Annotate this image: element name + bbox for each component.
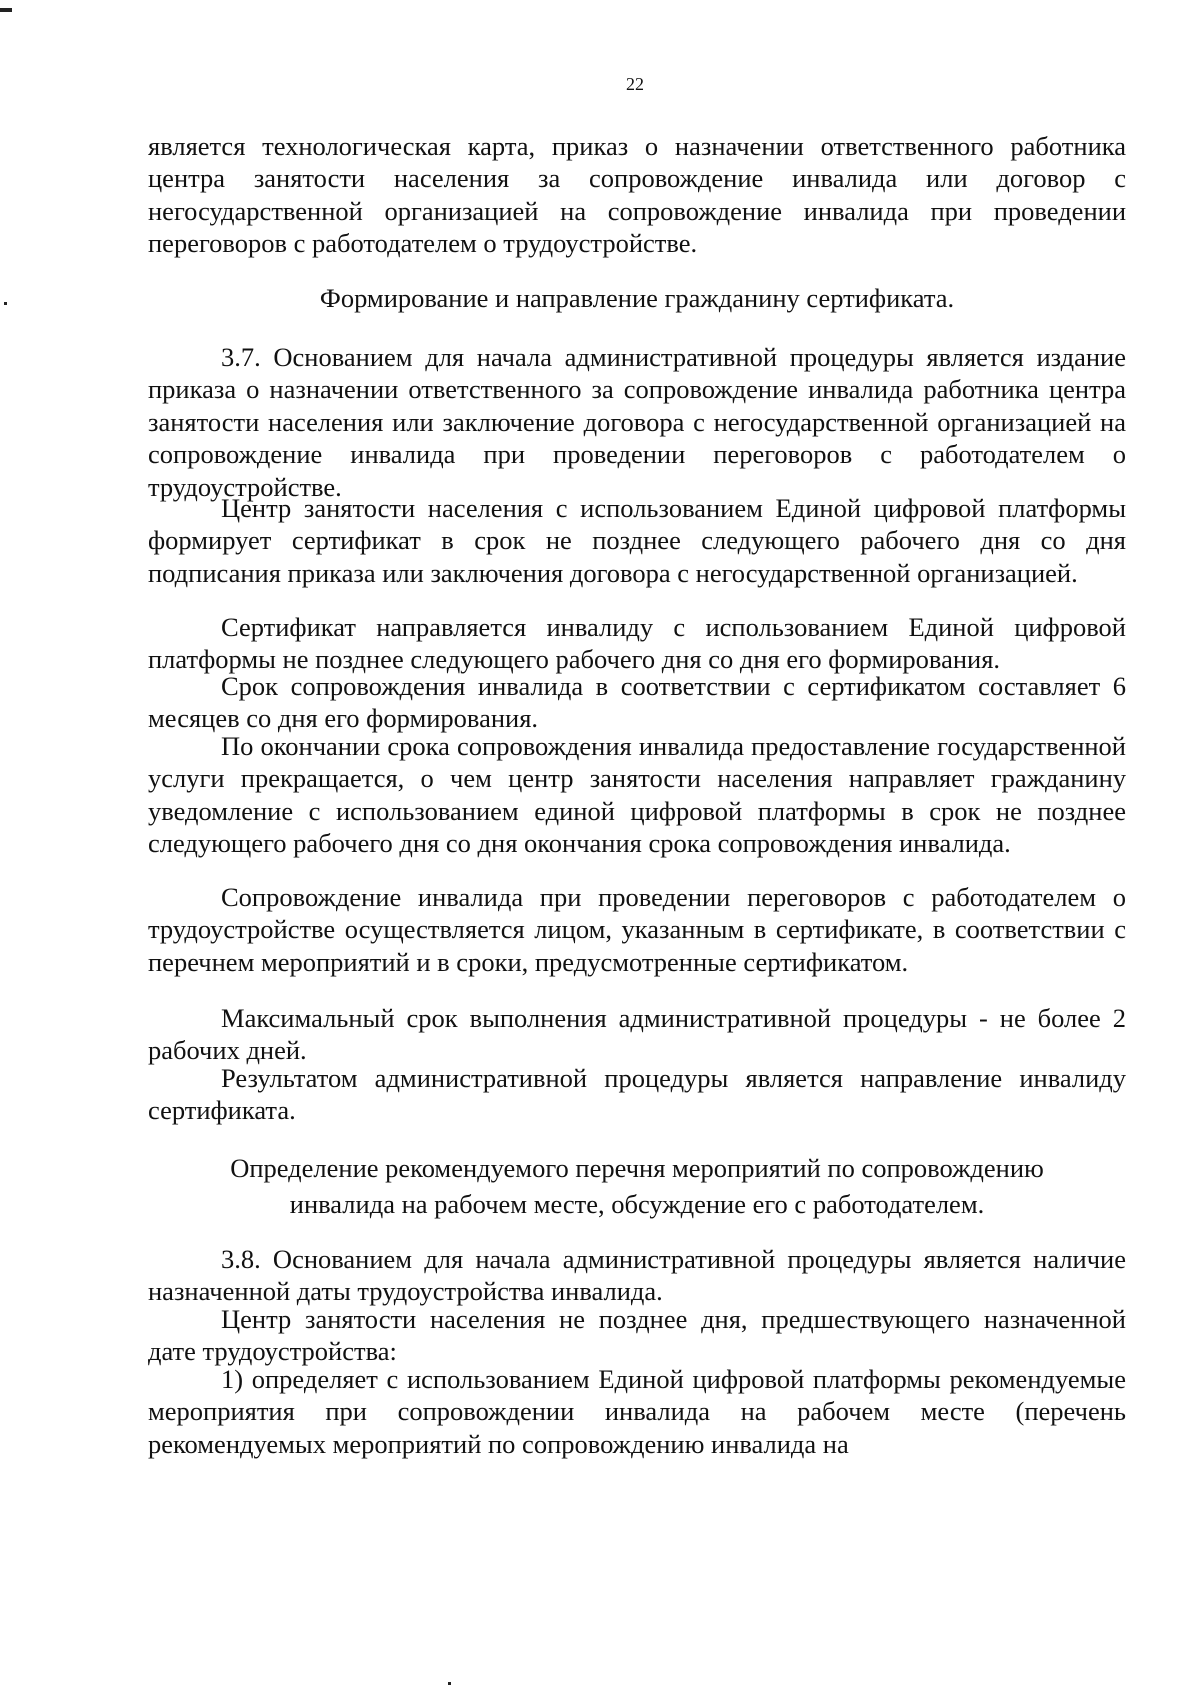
section-heading-measures-line-2: инвалида на рабочем месте, обсуждение его с работодателем.: [289, 1189, 985, 1219]
scan-mark-bottom: [448, 1682, 451, 1685]
paragraph-center-forms-certificate: Центр занятости населения с использованием Единой цифровой платформы формирует сертификат в срок не позднее следующего рабочего дня со дня подписания приказа или заключения договора с негосударственной организацией.: [148, 493, 1126, 588]
scan-mark-middle: [4, 302, 7, 305]
paragraph-item-1: 1) определяет с использованием Единой цифровой платформы рекомендуемые мероприятия при сопровождении инвалида на рабочем месте (перечень рекомендуемых мероприятий по сопровождению инвалида на: [148, 1364, 1126, 1459]
section-heading-measures-line-1: Определение рекомендуемого перечня мероприятий по сопровождению: [230, 1153, 1044, 1183]
section-heading-measures: [148, 1150, 1126, 1222]
page-number: 22: [626, 74, 644, 94]
scan-mark-top: [0, 8, 12, 12]
paragraph-result: Результатом административной процедуры является направление инвалиду сертификата.: [148, 1063, 1126, 1126]
paragraph-max-duration: Максимальный срок выполнения административной процедуры - не более 2 рабочих дней.: [148, 1003, 1126, 1066]
paragraph-support-negotiations: Сопровождение инвалида при проведении переговоров с работодателем о трудоустройстве осуществляется лицом, указанным в сертификате, в соответствии с перечнем мероприятий и в сроки, предусмотренные сертификатом.: [148, 882, 1126, 977]
paragraph-3-8: 3.8. Основанием для начала административной процедуры является наличие назначенной даты трудоустройства инвалида.: [148, 1244, 1126, 1307]
paragraph-before-employment-date: Центр занятости населения не позднее дня, предшествующего назначенной дате трудоустройства:: [148, 1304, 1126, 1367]
paragraph-support-period: Срок сопровождения инвалида в соответствии с сертификатом составляет 6 месяцев со дня его формирования.: [148, 671, 1126, 734]
paragraph-service-termination: По окончании срока сопровождения инвалида предоставление государственной услуги прекращается, о чем центр занятости населения направляет гражданину уведомление с использованием единой цифровой платформы в срок не позднее следующего рабочего дня со дня окончания срока сопровождения инвалида.: [148, 731, 1126, 859]
section-heading-certificate: [148, 280, 1126, 316]
paragraph-3-7: 3.7. Основанием для начала административной процедуры является издание приказа о назначении ответственного за сопровождение инвалида работника центра занятости населения или заключение договора с негосударственной организацией на сопровождение инвалида при проведении переговоров с работодателем о трудоустройстве.: [148, 342, 1126, 502]
paragraph-continuation: является технологическая карта, приказ о назначении ответственного работника центра занятости населения за сопровождение инвалида или договор с негосударственной организацией на сопровождение инвалида при проведении переговоров с работодателем о трудоустройстве.: [148, 131, 1126, 259]
section-heading-certificate-text: Формирование и направление гражданину сертификата.: [319, 283, 955, 313]
paragraph-certificate-sent: Сертификат направляется инвалиду с использованием Единой цифровой платформы не позднее следующего рабочего дня со дня его формирования.: [148, 612, 1126, 675]
